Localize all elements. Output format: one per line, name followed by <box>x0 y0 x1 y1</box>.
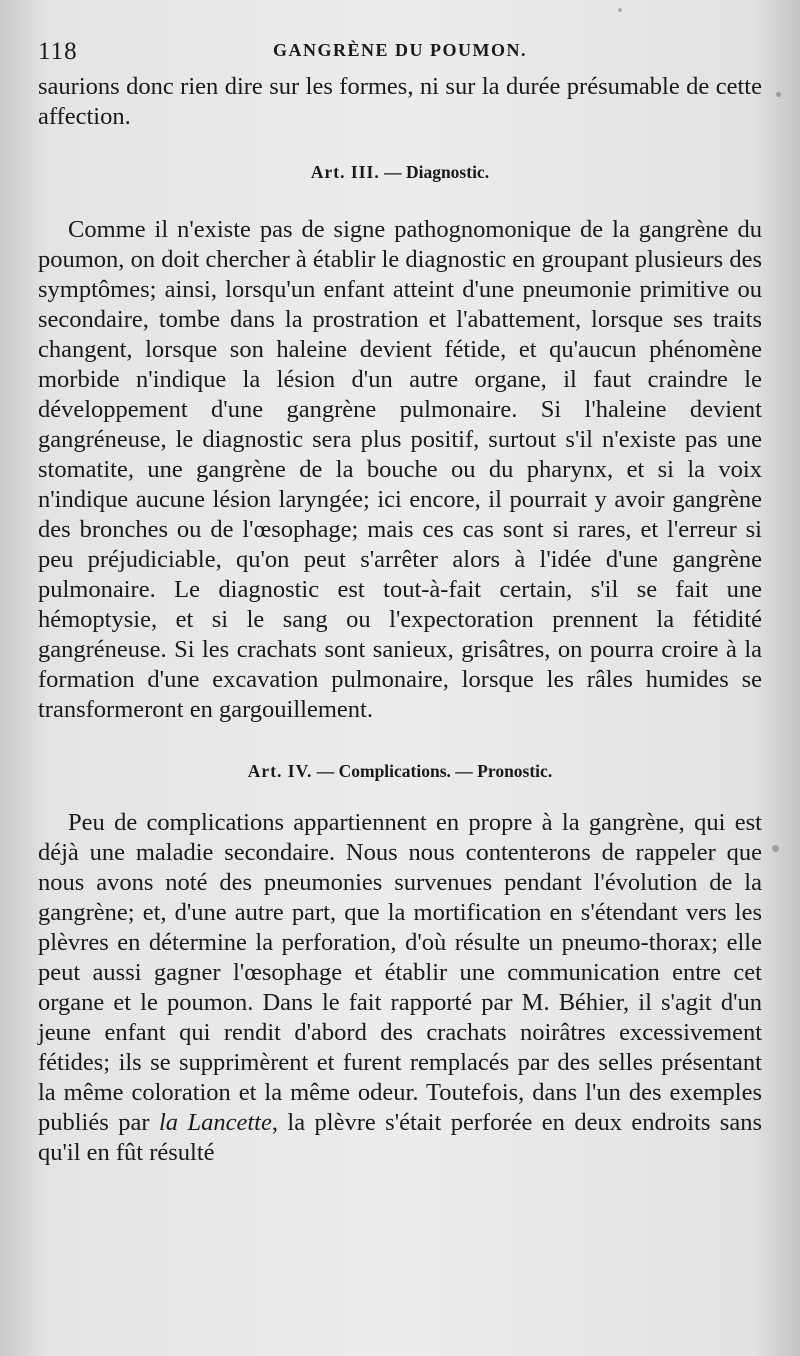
source-title: la Lancette <box>158 1109 272 1136</box>
heading-dash: — <box>384 162 402 182</box>
paragraph-text: , la plèvre s'était perforée en deux endroits sans qu'il en fût résulté <box>38 1109 762 1166</box>
section-heading-complications <box>38 761 762 782</box>
page-header <box>38 32 762 68</box>
ink-spot <box>776 92 781 97</box>
section-title: Complications. <box>338 761 451 781</box>
section-title: Pronostic. <box>477 761 553 781</box>
intro-paragraph: saurions donc rien dire sur les formes, ni sur la durée présumable de cette affection. <box>38 73 762 130</box>
running-title: GANGRÈNE DU POUMON. <box>273 40 527 60</box>
diagnostic-paragraph: Comme il n'existe pas de signe pathognomonique de la gangrène du poumon, on doit chercher à établir le diagnostic en groupant plusieurs des symptômes; ainsi, lorsqu'un enfant atteint d'une pneumonie primitive ou secondaire, tombe dans la prostration et l'abattement, lorsque ses traits changent, lorsque son haleine devient fétide, et qu'aucun phénomène morbide n'indique la lésion d'un autre organe, il faut craindre le développement d'une gangrène pulmonaire. Si l'haleine devient gangréneuse, le diagnostic sera plus positif, surtout s'il n'existe pas une stomatite, une gangrène de la bouche ou du pharynx, et si la voix n'indique aucune lésion laryngée; ici encore, il pourrait y avoir gangrène des bronches ou de l'œsophage; mais ces cas sont si rares, et l'erreur si peu préjudiciable, qu'on peut s'arrêter alors à l'idée d'une gangrène pulmonaire. Le diagnostic est tout-à-fait certain, s'il se fait une hémoptysie, et si le sang ou l'expectoration prennent la fétidité gangréneuse. Si les crachats sont sanieux, grisâtres, on pourra croire à la formation d'une excavation pulmonaire, lorsque les râles humides se transformeront en gargouillement. <box>38 216 762 723</box>
heading-dash: — <box>455 761 473 781</box>
section-number: Art. IV. <box>247 761 313 781</box>
paragraph-text: Peu de complications appartiennent en propre à la gangrène, qui est déjà une maladie secondaire. Nous nous contenterons de rappeler que nous avons noté des pneumonies survenues pendant l'évolution de la gangrène; et, d'une autre part, que la mortification en s'étendant vers les plèvres en détermine la perforation, d'où résulte un pneumo-thorax; elle peut aussi gagner l'œsophage et établir une communication entre cet organe et le poumon. Dans le fait rapporté par M. Béhier, il s'agit d'un jeune enfant qui rendit d'abord des crachats noirâtres excessivement fétides; ils se supprimèrent et furent remplacés par des selles présentant la même coloration et la même odeur. Toutefois, dans l'un des exemples publiés par <box>38 809 762 1136</box>
page-number: 118 <box>38 38 78 65</box>
section-number: Art. III. <box>310 162 380 182</box>
page-content <box>38 32 762 1168</box>
complications-paragraph <box>38 808 762 1168</box>
section-title: Diagnostic. <box>405 162 490 182</box>
ink-spot <box>772 845 779 852</box>
heading-dash: — <box>316 761 335 781</box>
section-heading-diagnostic <box>38 162 762 183</box>
ink-spot <box>618 8 622 12</box>
